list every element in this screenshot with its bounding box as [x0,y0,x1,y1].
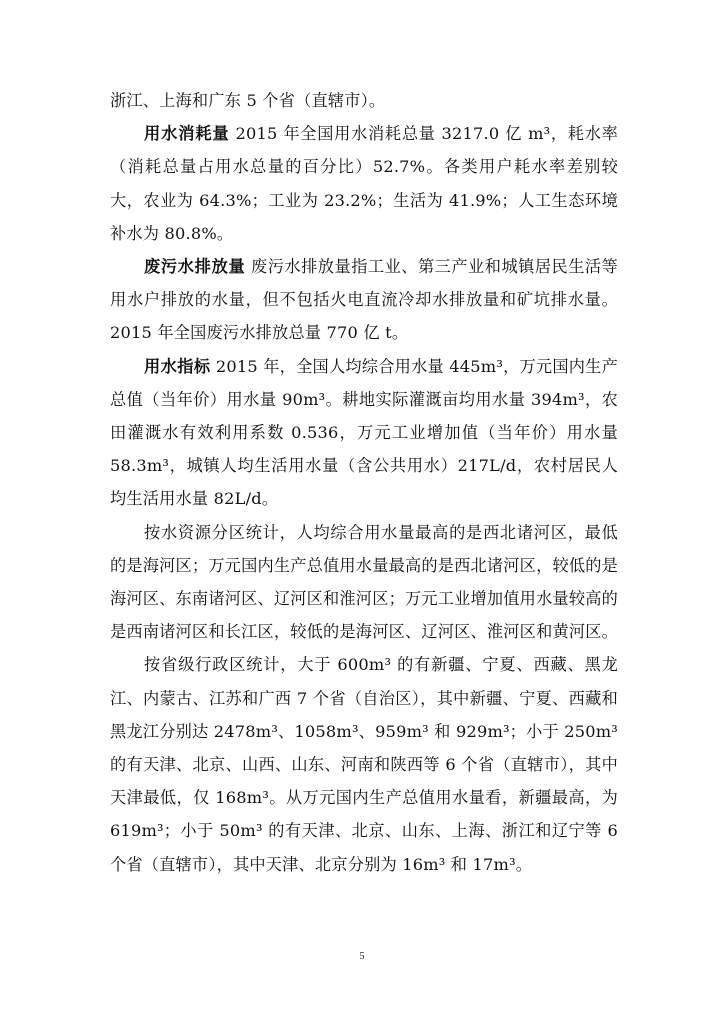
paragraph-water-consumption [110,117,618,250]
paragraph-text: 浙江、上海和广东 5 个省（直辖市）。 [110,91,386,110]
document-body [110,84,618,881]
paragraph-basin-statistics [110,516,618,649]
term-heading: 废污水排放量 [144,257,246,277]
paragraph-continued [110,84,618,117]
term-heading: 用水指标 [144,356,211,376]
paragraph-province-statistics [110,648,618,880]
paragraph-text: 废污水排放量指工业、第三产业和城镇居民生活等用水户排放的水量，但不包括火电直流冷却水排放量和矿坑排水量。2015 年全国废污水排放总量 770 亿 t。 [110,257,618,343]
term-heading: 用水消耗量 [144,124,230,144]
page-number: 5 [359,951,365,962]
paragraph-text: 2015 年，全国人均综合用水量 445m³，万元国内生产总值（当年价）用水量 90m³。耕地实际灌溉亩均用水量 394m³，农田灌溉水有效利用系数 0.536，万元工业增加值（当年价）用水量 58.3m³，城镇人均生活用水量（含公共用水）217L/d，农村居民人均生活用水量 82L/d。 [110,356,618,509]
paragraph-text: 2015 年全国用水消耗总量 3217.0 亿 m³，耗水率（消耗总量占用水总量的百分比）52.7%。各类用户耗水率差别较大，农业为 64.3%；工业为 23.2%；生活为 41.9%；人工生态环境补水为 80.8%。 [110,124,619,243]
paragraph-water-use-indicators [110,350,618,516]
paragraph-text: 按省级行政区统计，大于 600m³ 的有新疆、宁夏、西藏、黑龙江、内蒙古、江苏和广西 7 个省（自治区），其中新疆、宁夏、西藏和黑龙江分别达 2478m³、1058m³、959m³ 和 929m³；小于 250m³ 的有天津、北京、山西、山东、河南和陕西等 6 个省（直辖市），其中天津最低，仅 168m³。从万元国内生产总值用水量看，新疆最高，为 619m³；小于 50m³ 的有天津、北京、山东、上海、浙江和辽宁等 6 个省（直辖市），其中天津、北京分别为 16m³ 和 17m³。 [110,655,618,874]
paragraph-text: 按水资源分区统计，人均综合用水量最高的是西北诸河区，最低的是海河区；万元国内生产总值用水量最高的是西北诸河区，较低的是海河区、东南诸河区、辽河区和淮河区；万元工业增加值用水量较高的是西南诸河区和长江区，较低的是海河区、辽河区、淮河区和黄河区。 [110,522,619,642]
paragraph-wastewater-discharge [110,250,618,350]
